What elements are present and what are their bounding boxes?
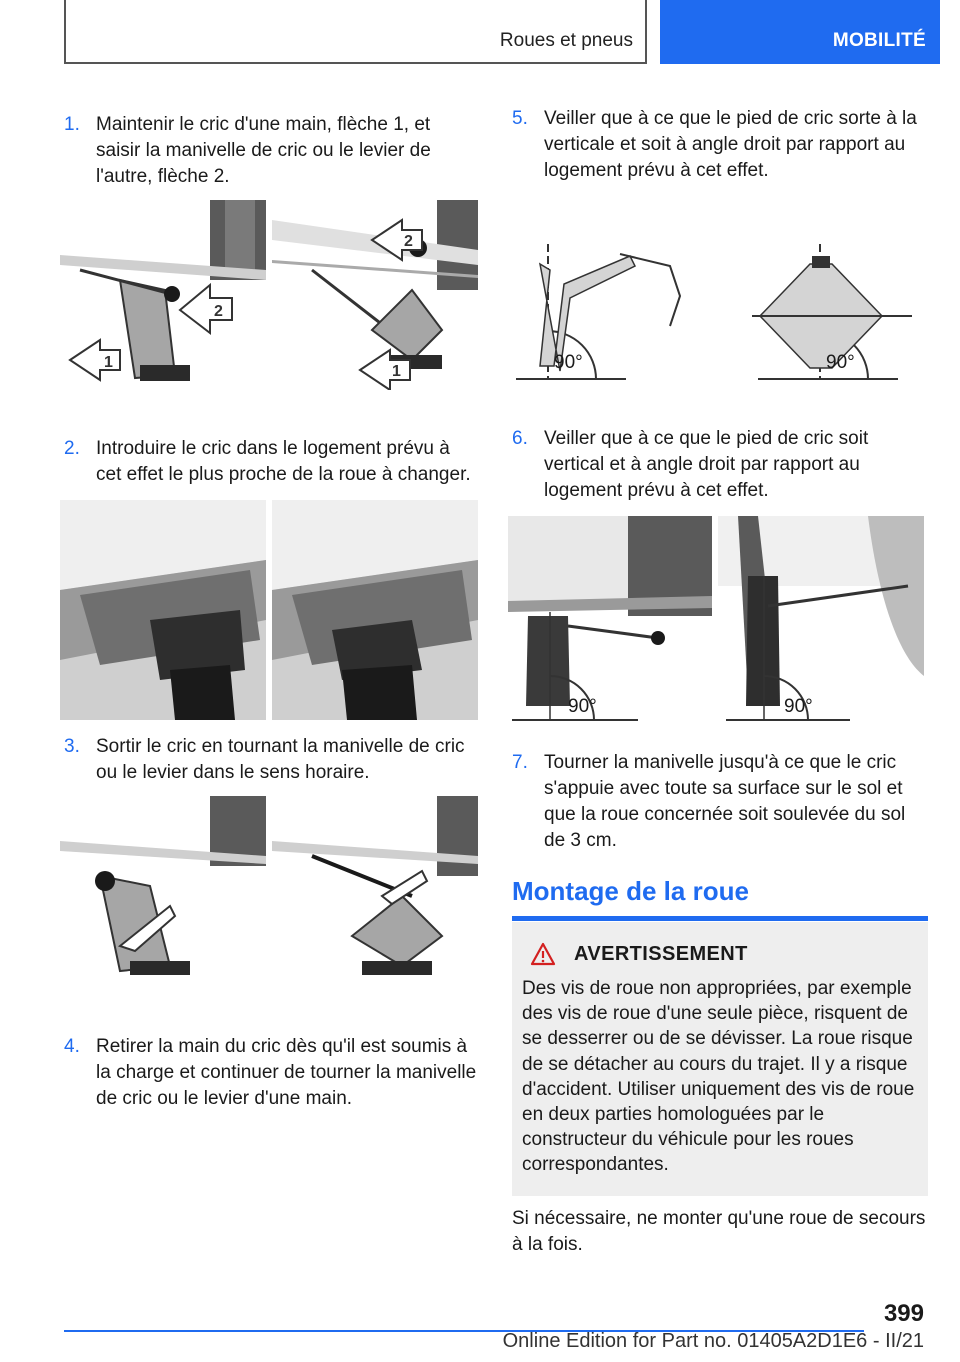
figure-panel-right	[272, 796, 478, 992]
step-number: 4.	[64, 1036, 80, 1057]
step-7	[512, 750, 930, 854]
figure-panel-left	[510, 236, 716, 386]
step-text: Sortir le cric en tournant la manivelle de cric ou le levier dans le sens horaire.	[96, 736, 465, 783]
warning-triangle-icon	[530, 942, 556, 966]
figure-panel-right	[722, 236, 928, 386]
section-title: Montage de la roue	[512, 876, 749, 906]
footer-edition: Online Edition for Part no. 01405A2D1E6 - II/21	[502, 1330, 924, 1352]
page-number: 399	[883, 1300, 924, 1327]
step-text: Tourner la manivelle jusqu'à ce que le cric s'appuie avec toute sa surface sur le sol et que la roue concernée soit soulevée du sol de 3 cm.	[544, 752, 906, 851]
figure-jack-vertical	[508, 516, 924, 722]
step-number: 6.	[512, 428, 528, 449]
warning-header	[530, 942, 916, 966]
step-text: Introduire le cric dans le logement prévu à cet effet le plus proche de la roue à changer.	[96, 438, 471, 485]
angle-label-right: 90°	[826, 352, 855, 373]
figure-panel-left	[60, 500, 266, 720]
figure-jack-hold	[60, 200, 478, 390]
figure-panel-left	[60, 796, 266, 992]
step-number: 1.	[64, 114, 80, 135]
note-paragraph: Si nécessaire, ne monter qu'une roue de secours à la fois.	[512, 1208, 926, 1255]
step-number: 5.	[512, 108, 528, 129]
step-2	[64, 436, 478, 488]
header-section-title: Roues et pneus	[499, 30, 633, 51]
header-section-box	[64, 0, 647, 64]
warning-title: AVERTISSEMENT	[574, 942, 748, 965]
figure-panel-left	[60, 200, 266, 390]
step-text: Maintenir le cric d'une main, flèche 1, et saisir la manivelle de cric ou le levier de l'autre, flèche 2.	[96, 114, 431, 187]
figure-panel-right	[718, 516, 924, 722]
arrow-label-1: 1	[104, 354, 113, 371]
warning-box	[512, 922, 928, 1196]
header-chapter-title: MOBILITÉ	[832, 30, 926, 51]
step-number: 7.	[512, 752, 528, 773]
step-1	[64, 112, 478, 190]
step-text: Veiller que à ce que le pied de cric sorte à la verticale et soit à angle droit par rapport au logement prévu à cet effet.	[544, 108, 917, 181]
step-4	[64, 1034, 478, 1112]
step-number: 3.	[64, 736, 80, 757]
step-text: Veiller que à ce que le pied de cric soit vertical et à angle droit par rapport au logement prévu à cet effet.	[544, 428, 869, 501]
step-3	[64, 734, 478, 786]
angle-label-photo-left: 90°	[568, 696, 597, 717]
arrow-label-1b: 1	[392, 363, 401, 380]
arrow-label-2b: 2	[404, 233, 413, 250]
angle-label-left: 90°	[554, 352, 583, 373]
step-6	[512, 426, 930, 504]
figure-panel-left	[508, 516, 712, 722]
figure-jack-crank	[60, 796, 478, 992]
angle-label-photo-right: 90°	[784, 696, 813, 717]
figure-jack-insert	[60, 500, 478, 720]
section-rule	[512, 916, 928, 921]
step-text: Retirer la main du cric dès qu'il est soumis à la charge et continuer de tourner la manivelle de cric ou le levier d'une main.	[96, 1036, 477, 1109]
figure-panel-right	[272, 500, 478, 720]
arrow-label-2: 2	[214, 303, 223, 320]
step-5	[512, 106, 930, 184]
figure-panel-right	[272, 200, 478, 390]
warning-text: Des vis de roue non appropriées, par exemple des vis de roue d'une seule pièce, risquent de se desserrer ou de se dévisser. La roue risque de se détacher au cours du trajet. Il y a risque d'accident. Utiliser uniquement des vis de roue en deux parties homologuées par le constructeur du véhicule pour les roues correspondantes.	[522, 978, 915, 1176]
figure-jack-angle-diagram	[510, 236, 928, 386]
header-chapter-tab[interactable]	[660, 0, 940, 64]
step-number: 2.	[64, 438, 80, 459]
